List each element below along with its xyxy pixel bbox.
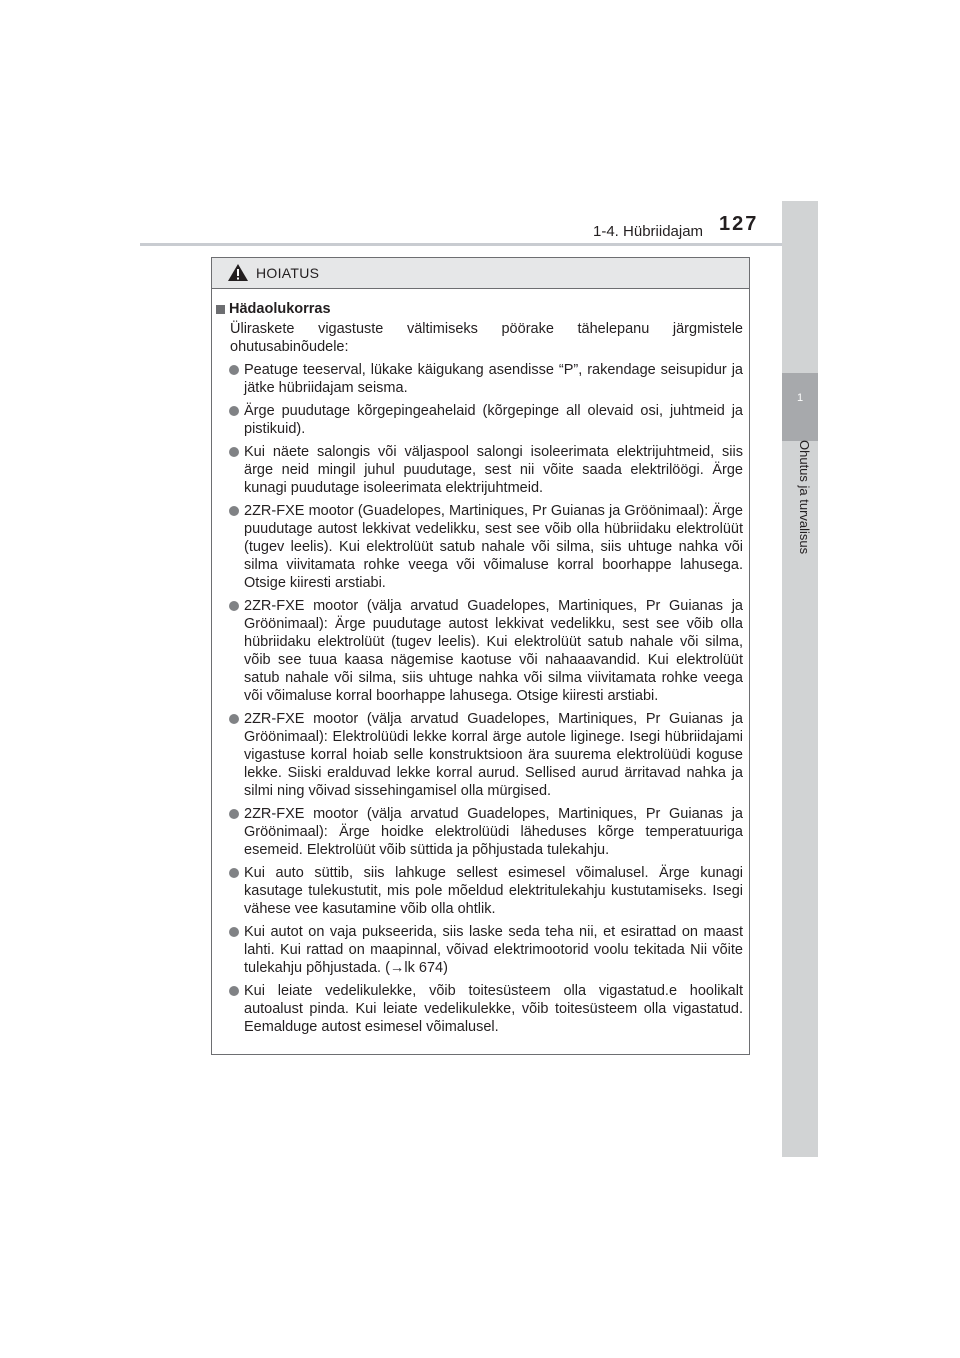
- list-item-text: Kui näete salongis või väljaspool salongi isoleerimata elektrijuhtmeid, siis ärge neid mingil juhul puudutage, sest nii võite saada elektrilöögi. Ärge kunagi puudutage isoleerimata elektrijuhtmeid.: [244, 444, 743, 496]
- square-bullet-icon: [216, 305, 225, 314]
- list-item: [216, 982, 743, 1036]
- list-item-text: 2ZR-FXE mootor (Guadelopes, Martiniques, Pr Guianas ja Gröönimaal): Ärge puudutage autost lekkivat vedelikku, sest see võib olla hübriidaku elektrolüüt (tugev leelis). Kui elektrolüüt satub nahale või silma, siis uhtuge nahka või silma viivitamata rohke veega või võimaluse korral boorhappe lahusega. Otsige kiiresti arstiabi.: [244, 503, 743, 591]
- bullet-dot-icon: [229, 506, 239, 516]
- chapter-number: 1: [796, 392, 804, 404]
- list-item: [216, 864, 743, 918]
- bullet-dot-icon: [229, 986, 239, 996]
- chapter-number-tab: [782, 373, 818, 441]
- list-item-text: Kui autot on vaja pukseerida, siis laske seda teha nii, et esirattad on maast lahti. Kui rattad on maapinnal, võivad elektrimootorid voolu tekitada Nii võite tulekahju põhjustada. (→lk 674): [244, 924, 743, 976]
- bullet-dot-icon: [229, 406, 239, 416]
- list-item-text: Ärge puudutage kõrgepingeahelaid (kõrgepinge all olevaid osi, juhtmeid ja pistikuid).: [244, 403, 743, 437]
- list-item: [216, 710, 743, 800]
- subheading-text: Hädaolukorras: [229, 301, 331, 317]
- list-item-text: 2ZR-FXE mootor (välja arvatud Guadelopes, Martiniques, Pr Guianas ja Gröönimaal): Ärge hoidke elektrolüüdi läheduses kõrge temperatuuriga esemeid. Elektrolüüt võib süttida ja põhjustada tulekahju.: [244, 806, 743, 858]
- bullet-dot-icon: [229, 365, 239, 375]
- list-item-text: Kui leiate vedelikulekke, võib toitesüsteem olla vigastatud.e hoolikalt autoalust pinda. Kui leiate vedelikulekke, võib toitesüsteem olla vigastatud. Eemalduge autost esimesel võimalusel.: [244, 983, 743, 1035]
- list-item-text: 2ZR-FXE mootor (välja arvatud Guadelopes, Martiniques, Pr Guianas ja Gröönimaal): Ärge puudutage autost lekkivat vedelikku, sest see võib olla hübriidaku elektrolüüt (tugev leelis). Kui elektrolüüt satub nahale või silma, võib see tuua kaasa nägemise kaotuse või nahaaavandid. Kui elektrolüüt satub nahale või silma, siis uhtuge nahka või silma viivitamata rohke veega või võimaluse korral boorhappe lahusega. Otsige kiiresti arstiabi.: [244, 598, 743, 704]
- chapter-side-tab: [782, 201, 818, 1157]
- warning-body: [212, 289, 749, 1036]
- list-item: [216, 402, 743, 438]
- list-item: [216, 443, 743, 497]
- section-title: 1-4. Hübriidajam: [593, 223, 704, 240]
- warning-triangle-icon: [227, 263, 249, 282]
- warning-title: HOIATUS: [256, 265, 320, 281]
- warning-header: [212, 258, 749, 289]
- list-item: [216, 805, 743, 859]
- bullet-dot-icon: [229, 447, 239, 457]
- warning-intro: Üliraskete vigastuste vältimiseks pöörake tähelepanu järgmistele ohutusabinõudele:: [230, 321, 743, 355]
- bullet-dot-icon: [229, 868, 239, 878]
- list-item: [216, 502, 743, 592]
- header-rule: [140, 243, 818, 246]
- bullet-dot-icon: [229, 927, 239, 937]
- list-item: [216, 361, 743, 397]
- bullet-dot-icon: [229, 809, 239, 819]
- bullet-dot-icon: [229, 714, 239, 724]
- list-item-text: Peatuge teeserval, lükake käigukang asendisse “P”, rakendage seisupidur ja jätke hübriidajam seisma.: [244, 362, 743, 396]
- list-item-text: Kui auto süttib, siis lahkuge sellest esimesel võimalusel. Ärge kunagi kasutage tulekustutit, mis pole mõeldud elektritulekahju kustutamiseks. Isegi vähese vee kasutamine võib olla ohtlik.: [244, 865, 743, 917]
- warning-subheading: [216, 301, 743, 317]
- bullet-dot-icon: [229, 601, 239, 611]
- list-item-text: 2ZR-FXE mootor (välja arvatud Guadelopes, Martiniques, Pr Guianas ja Gröönimaal): Elektrolüüdi lekke korral ärge autole liginege. Isegi hübriidajami vigastuse korral hoiab selle konstruktsioon ära suurema elektrolüüdi koguse lekke. Siiski eralduvad lekke korral aurud. Sellised aurud ärritavad nahka ja silmi ning võivad sissehingamisel olla mürgised.: [244, 711, 743, 799]
- warning-box: [211, 257, 750, 1055]
- list-item: [216, 923, 743, 977]
- page-number: 127: [719, 213, 759, 235]
- chapter-label: Ohutus ja turvalisus: [797, 440, 812, 555]
- list-item: [216, 597, 743, 705]
